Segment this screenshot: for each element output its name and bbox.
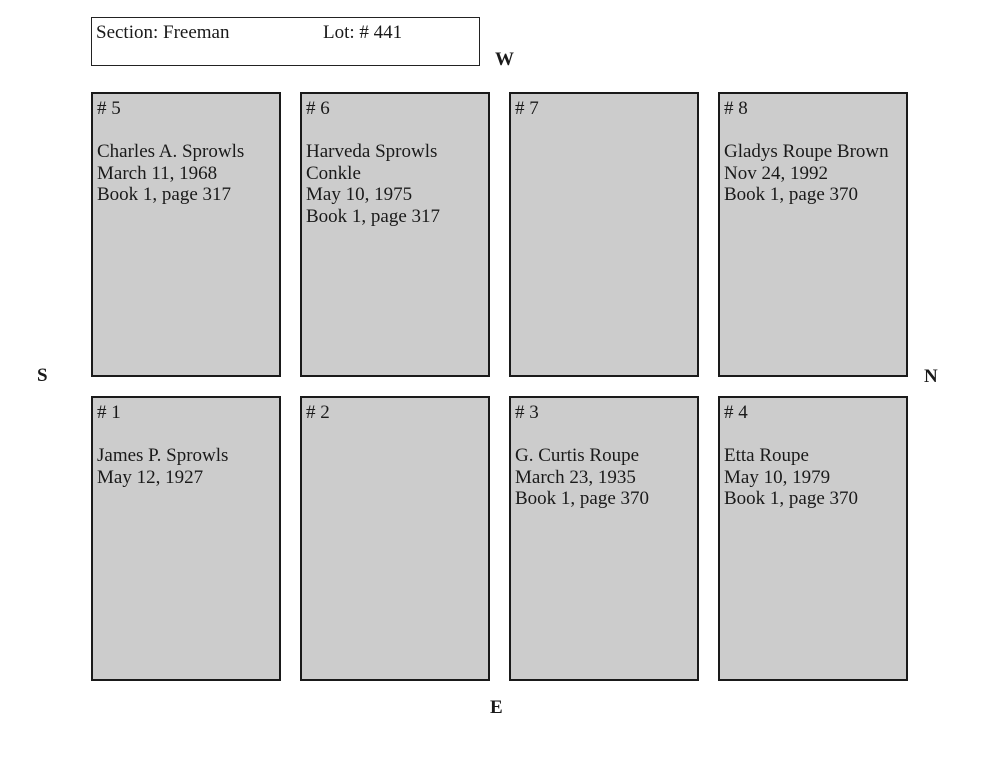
plot-line: James P. Sprowls <box>97 445 229 466</box>
compass-south: S <box>37 365 48 386</box>
plot-number: # 8 <box>724 98 748 119</box>
compass-west: W <box>495 49 514 70</box>
burial-plot-1 <box>91 396 281 681</box>
plot-line: Book 1, page 370 <box>515 488 650 509</box>
burial-plot-4 <box>718 396 908 681</box>
burial-plot-5 <box>91 92 281 377</box>
section-label: Section: Freeman <box>96 22 230 43</box>
compass-east: E <box>490 697 503 718</box>
burial-plot-3 <box>509 396 699 681</box>
plot-line: March 23, 1935 <box>515 466 636 488</box>
plot-line: Conkle <box>306 162 361 184</box>
plot-line: Harveda Sprowls <box>306 141 438 162</box>
compass-north: N <box>924 366 938 387</box>
lot-label: Lot: # 441 <box>323 22 403 43</box>
plot-info <box>515 445 695 510</box>
plot-line: March 11, 1968 <box>97 162 218 184</box>
plot-line: G. Curtis Roupe <box>515 445 640 466</box>
plot-number: # 7 <box>515 98 539 119</box>
section-lot-header <box>91 17 480 66</box>
plot-number: # 5 <box>97 98 121 119</box>
plot-number: # 1 <box>97 402 121 423</box>
plot-line: Book 1, page 370 <box>724 488 859 509</box>
plot-info <box>97 141 277 206</box>
plot-line: Etta Roupe <box>724 445 809 466</box>
plot-line: Charles A. Sprowls <box>97 141 245 162</box>
burial-plot-8 <box>718 92 908 377</box>
plot-info <box>724 141 904 206</box>
plot-number: # 3 <box>515 402 539 423</box>
plot-line: Book 1, page 317 <box>97 184 232 205</box>
plot-number: # 6 <box>306 98 330 119</box>
plot-line: Book 1, page 317 <box>306 205 441 227</box>
plot-info <box>97 445 277 488</box>
plot-line: Nov 24, 1992 <box>724 162 828 184</box>
plot-line: Gladys Roupe Brown <box>724 141 889 162</box>
plot-line: Book 1, page 370 <box>724 184 859 205</box>
plot-number: # 4 <box>724 402 748 423</box>
plot-line: May 10, 1979 <box>724 466 831 488</box>
plot-line: May 12, 1927 <box>97 466 204 488</box>
plot-info <box>306 141 486 227</box>
burial-plot-6 <box>300 92 490 377</box>
plot-info <box>724 445 904 510</box>
plot-line: May 10, 1975 <box>306 184 413 205</box>
burial-plot-7 <box>509 92 699 377</box>
plot-number: # 2 <box>306 402 330 423</box>
burial-plot-2 <box>300 396 490 681</box>
